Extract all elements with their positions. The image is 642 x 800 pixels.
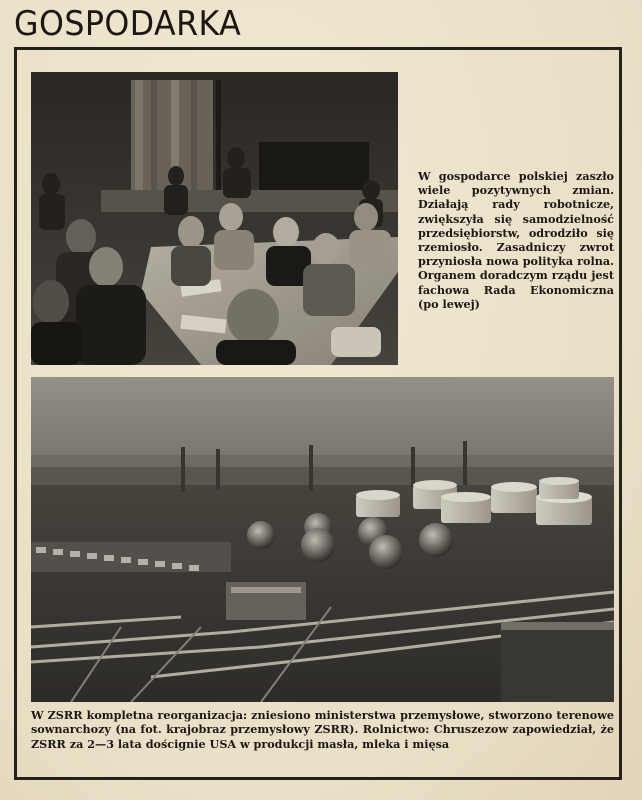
meeting-photo-image bbox=[31, 72, 398, 365]
side-caption: W gospodarce polskiej zaszło wiele pozytywnych zmian. Działają rady robotnicze, zwiększyła się samodzielność przedsiębiorstw, odrodziło się rzemiosło. Zasadniczy zwrot przyniosła nowa polityka rolna. Organem doradczym rządu jest fachowa Rada Ekonomiczna (po lewej) bbox=[418, 169, 614, 311]
meeting-photo bbox=[31, 72, 398, 365]
refinery-photo bbox=[31, 377, 614, 702]
bottom-caption: W ZSRR kompletna reorganizacja: zniesiono ministerstwa przemysłowe, stworzono terenowe sownarchozy (na fot. krajobraz przemysłowy ZSRR). Rolnictwo: Chruszezow zapowiedział, że ZSRR za 2—3 lata doścignie USA w produkcji masła, mleka i mięsa bbox=[31, 708, 614, 751]
refinery-photo-image bbox=[31, 377, 614, 702]
section-title: GOSPODARKA bbox=[14, 4, 242, 44]
